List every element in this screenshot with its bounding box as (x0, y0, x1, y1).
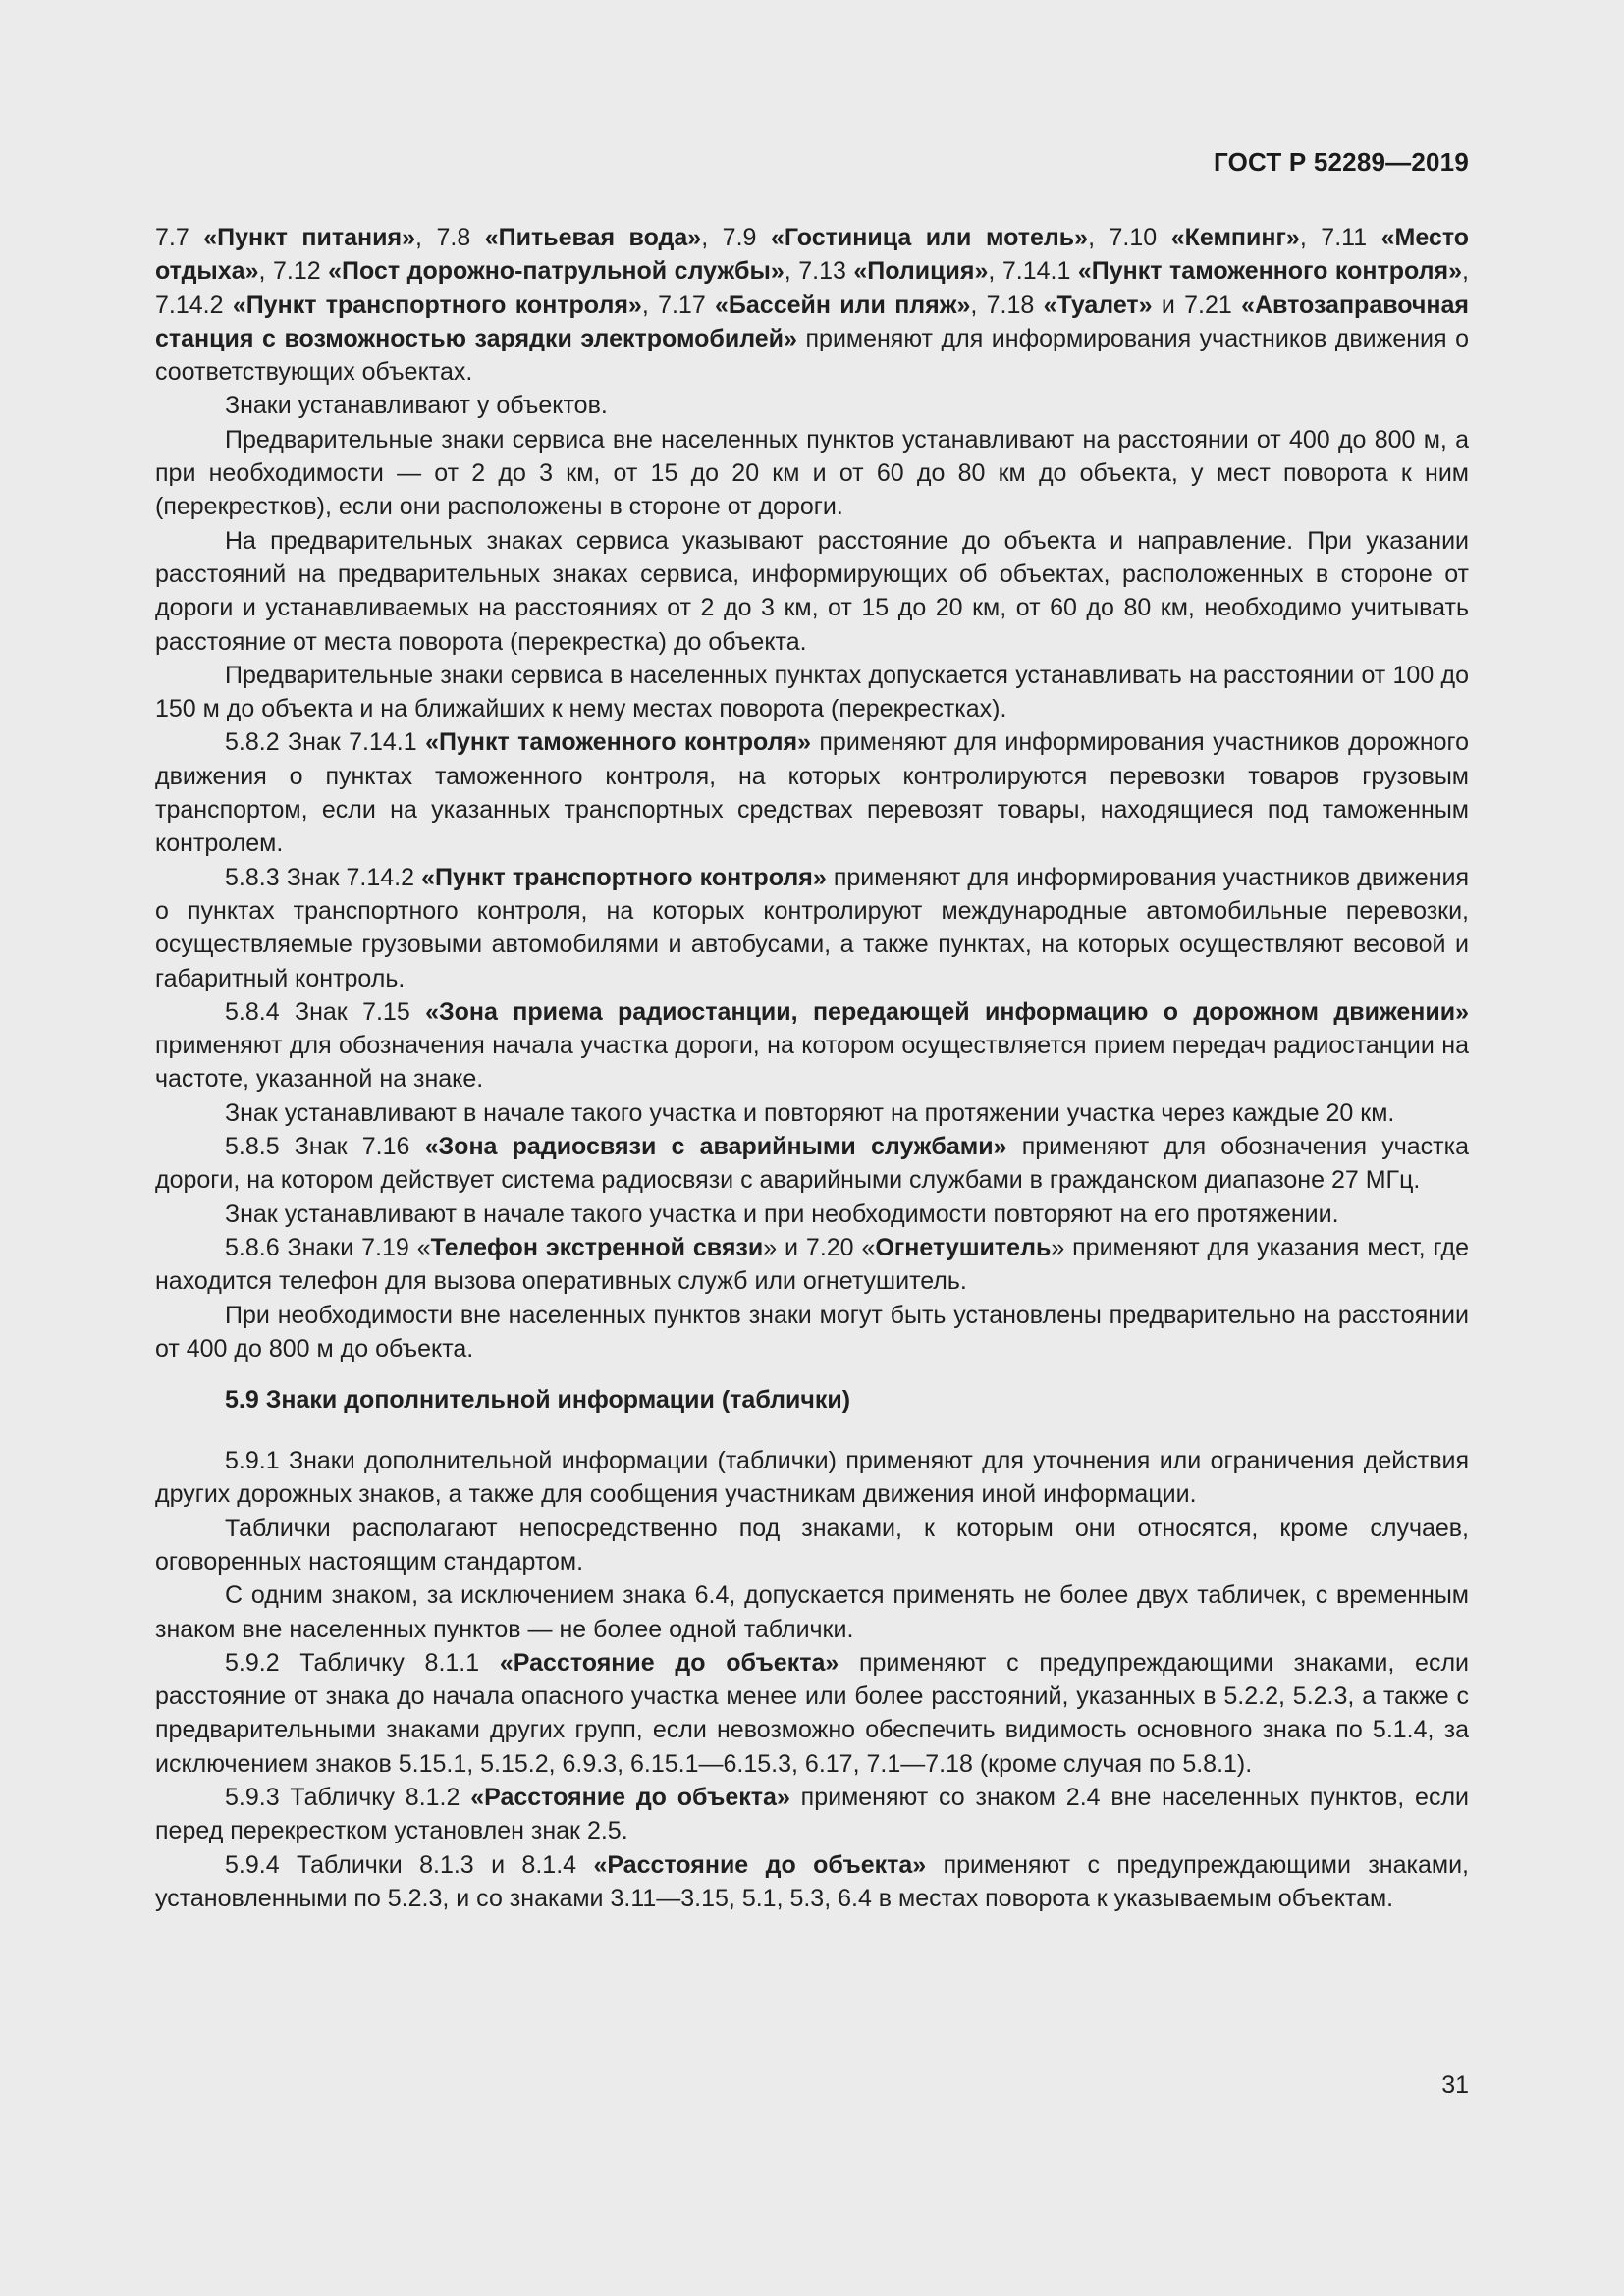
text-run: 5.8.2 Знак 7.14.1 (225, 728, 426, 757)
text-run: Предварительные знаки сервиса вне населенных пунктов устанавливают на расстоянии от 400 до 800 м, а при необходимости — от 2 до 3 км, от 15 до 20 км и от 60 до 80 км до объекта, у мест поворота к ним (перекрестков), если они расположены в стороне от дороги. (155, 425, 1469, 521)
paragraph (155, 1781, 1469, 1848)
bold-text: «Зона радиосвязи с аварийными службами» (424, 1133, 1007, 1161)
paragraph (155, 1646, 1469, 1781)
paragraph (155, 1444, 1469, 1512)
paragraph (155, 1198, 1469, 1231)
text-run: 5.9 Знаки дополнительной информации (таблички) (225, 1386, 851, 1415)
text-run: Знаки устанавливают у объектов. (225, 392, 608, 420)
bold-text: «Пункт таможенного контроля» (425, 728, 811, 757)
text-run: применяют для информирования участников движения о соответствующих объектах. (155, 324, 1469, 387)
text-run: и 7.21 (1152, 291, 1242, 319)
paragraph (155, 1512, 1469, 1579)
document-header: ГОСТ Р 52289—2019 (1214, 147, 1469, 177)
text-run: 5.9.2 Табличку 8.1.1 (225, 1648, 500, 1677)
text-run: , 7.12 (258, 257, 329, 286)
bold-text: «Туалет» (1043, 291, 1153, 319)
page-number: 31 (1441, 2071, 1469, 2099)
text-run: 5.8.3 Знак 7.14.2 (225, 863, 422, 891)
bold-text: «Кемпинг» (1170, 224, 1300, 251)
bold-text: «Расстояние до объекта» (593, 1850, 927, 1879)
paragraph (155, 861, 1469, 995)
bold-text: «Пункт транспортного контроля» (232, 291, 642, 319)
bold-text: «Место отдыха» (155, 224, 1470, 286)
text-run: , 7.18 (970, 291, 1044, 319)
text-run: применяют для информирования участников движения о пунктах транспортного контроля, на которых контролируют международные автомобильные перевозки, осуществляемые грузовыми автомобилями и автобусами, а также пунктах, на которых осуществляют весовой и габаритный контроль. (155, 863, 1470, 992)
text-run: , 7.8 (415, 224, 485, 251)
bold-text: «Гостиница или мотель» (770, 224, 1089, 251)
bold-text: «Пункт питания» (203, 224, 416, 251)
text-run: При необходимости вне населенных пунктов знаки могут быть установлены предварительно на расстоянии от 400 до 800 м до объекта. (155, 1301, 1469, 1362)
bold-text: «Расстояние до объекта» (470, 1784, 790, 1812)
text-run: , 7.17 (641, 291, 716, 319)
text-run: 5.9.3 Табличку 8.1.2 (225, 1784, 471, 1812)
text-run: 5.8.6 Знаки 7.19 « (225, 1233, 431, 1261)
bold-text: «Зона приема радиостанции, передающей информацию о дорожном движении» (425, 997, 1469, 1026)
paragraph (155, 1096, 1469, 1130)
text-run: применяют для обозначения начала участка дороги, на котором осуществляется прием передач радиостанции на частоте, указанной на знаке. (155, 1032, 1469, 1094)
paragraph (155, 1848, 1469, 1916)
bold-text: «Пункт транспортного контроля» (421, 863, 827, 891)
text-run: 5.8.4 Знак 7.15 (225, 997, 426, 1026)
text-run: применяют с предупреждающими знаками, установленными по 5.2.3, и со знаками 3.11—3.15, 5.1, 5.3, 6.4 в местах поворота к указываемым объектам. (155, 1850, 1469, 1912)
paragraph (155, 659, 1469, 726)
bold-text: «Питьевая вода» (484, 224, 702, 251)
text-run: Знак устанавливают в начале такого участка и при необходимости повторяют на его протяжении. (225, 1200, 1339, 1228)
paragraph (155, 423, 1469, 524)
section-heading (155, 1383, 1469, 1416)
text-run: Предварительные знаки сервиса в населенных пунктах допускается устанавливать на расстоянии от 100 до 150 м до объекта и на ближайших к нему местах поворота (перекрестках). (155, 661, 1469, 723)
paragraph (155, 524, 1469, 659)
paragraph (155, 995, 1469, 1096)
paragraph (155, 725, 1469, 860)
text-run: 5.8.5 Знак 7.16 (225, 1133, 425, 1161)
text-run: , 7.13 (784, 257, 854, 286)
paragraph (155, 1231, 1469, 1299)
paragraph (155, 389, 1469, 422)
text-run: С одним знаком, за исключением знака 6.4, допускается применять не более двух табличек, с временным знаком вне населенных пунктов — не более одной таблички. (155, 1581, 1469, 1643)
bold-text: «Бассейн или пляж» (715, 291, 971, 319)
paragraph (155, 221, 1469, 389)
text-run: 7.7 (155, 224, 204, 251)
text-run: , 7.9 (701, 224, 771, 251)
bold-text: «Расстояние до объекта» (499, 1648, 839, 1677)
text-run: Знак устанавливают в начале такого участка и повторяют на протяжении участка через каждые 20 км. (225, 1098, 1395, 1127)
text-run: применяют для обозначения участка дороги, на котором действует система радиосвязи с аварийными службами в гражданском диапазоне 27 МГц. (155, 1133, 1469, 1195)
text-run: 5.9.1 Знаки дополнительной информации (таблички) применяют для уточнения или ограничения действия других дорожных знаков, а также для сообщения участникам движения иной информации. (155, 1447, 1469, 1509)
text-run: , 7.11 (1299, 224, 1381, 251)
bold-text: «Автозаправочная станция с возможностью зарядки электромобилей» (155, 291, 1470, 352)
bold-text: Огнетушитель (875, 1233, 1052, 1261)
text-run: , 7.14.1 (988, 257, 1078, 286)
text-run: На предварительных знаках сервиса указывают расстояние до объекта и направление. При указании расстояний на предварительных знаках сервиса, информирующих об объектах, расположенных в стороне от дороги и устанавливаемых на расстояниях от 2 до 3 км, от 15 до 20 км, от 60 до 80 км, необходимо учитывать расстояние от места поворота (перекрестка) до объекта. (155, 526, 1469, 656)
document-body (155, 221, 1469, 1915)
text-run: , 7.10 (1088, 224, 1171, 251)
text-run: 5.9.4 Таблички 8.1.3 и 8.1.4 (225, 1850, 594, 1879)
text-run: , 7.14.2 (155, 257, 1469, 319)
text-run: применяют с предупреждающими знаками, если расстояние от знака до начала опасного участка менее или более расстояний, указанных в 5.2.2, 5.2.3, а также с предварительными знаками других групп, если невозможно обеспечить видимость основного знака по 5.1.4, за исключением знаков 5.15.1, 5.15.2, 6.9.3, 6.15.1—6.15.3, 6.17, 7.1—7.18 (кроме случая по 5.8.1). (155, 1648, 1470, 1778)
text-run: Таблички располагают непосредственно под знаками, к которым они относятся, кроме случаев, оговоренных настоящим стандартом. (155, 1514, 1469, 1575)
text-run: применяют со знаком 2.4 вне населенных пунктов, если перед перекрестком установлен знак 2.5. (155, 1784, 1469, 1845)
text-run: применяют для информирования участников дорожного движения о пунктах таможенного контроля, на которых контролируются перевозки товаров грузовым транспортом, если на указанных транспортных средствах перевозят товары, находящиеся под таможенным контролем. (155, 728, 1469, 858)
text-run: » применяют для указания мест, где находится телефон для вызова оперативных служб или огнетушитель. (155, 1233, 1469, 1296)
paragraph (155, 1578, 1469, 1646)
bold-text: «Полиция» (853, 257, 989, 286)
paragraph (155, 1130, 1469, 1198)
bold-text: «Пункт таможенного контроля» (1077, 257, 1463, 286)
bold-text: «Пост дорожно-патрульной службы» (328, 257, 785, 286)
bold-text: Телефон экстренной связи (430, 1233, 764, 1261)
paragraph (155, 1299, 1469, 1366)
text-run: » и 7.20 « (763, 1233, 876, 1261)
